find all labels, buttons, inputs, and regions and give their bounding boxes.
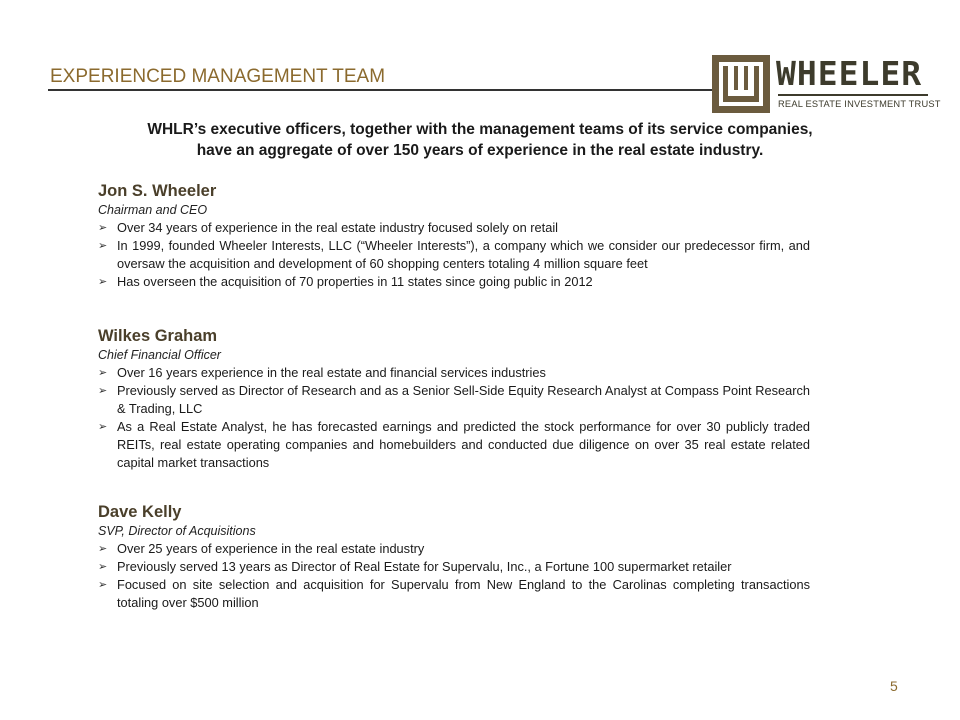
logo-divider bbox=[778, 94, 928, 96]
executive-profile bbox=[98, 502, 810, 612]
executive-name: Wilkes Graham bbox=[98, 327, 218, 345]
arrow-bullet-icon: ➢ bbox=[98, 367, 108, 379]
bullet-list bbox=[98, 219, 810, 291]
wheeler-logo bbox=[712, 54, 941, 113]
arrow-bullet-icon: ➢ bbox=[98, 561, 108, 573]
intro-line-1: WHLR’s executive officers, together with the management teams of its service companies, bbox=[147, 121, 813, 138]
list-item: ➢ Over 34 years of experience in the real estate industry focused solely on retail bbox=[98, 220, 559, 235]
list-item: ➢ In 1999, founded Wheeler Interests, LLC (“Wheeler Interests”), a company which we consider our predecessor firm, and oversaw the acquisition and development of 60 shopping centers totaling 4 million square feet bbox=[98, 238, 810, 271]
logo-subtitle: REAL ESTATE INVESTMENT TRUST bbox=[778, 99, 941, 109]
logo-mark-icon bbox=[712, 55, 770, 113]
list-item: ➢ Over 25 years of experience in the real estate industry bbox=[98, 541, 425, 556]
arrow-bullet-icon: ➢ bbox=[98, 421, 108, 433]
list-item: ➢ Has overseen the acquisition of 70 properties in 11 states since going public in 2012 bbox=[98, 274, 593, 289]
list-item: ➢ As a Real Estate Analyst, he has forecasted earnings and predicted the stock performance for over 30 publicly traded REITs, real estate operating companies and homebuilders and conducted due diligence on over 35 real estate related capital market transactions bbox=[98, 419, 810, 470]
arrow-bullet-icon: ➢ bbox=[98, 385, 108, 397]
intro-line-2: have an aggregate of over 150 years of experience in the real estate industry. bbox=[196, 142, 764, 159]
arrow-bullet-icon: ➢ bbox=[98, 579, 108, 591]
executive-role: Chief Financial Officer bbox=[98, 348, 221, 362]
executive-role: SVP, Director of Acquisitions bbox=[98, 524, 256, 538]
section-title: EXPERIENCED MANAGEMENT TEAM bbox=[50, 66, 386, 87]
bullet-list bbox=[98, 364, 810, 472]
arrow-bullet-icon: ➢ bbox=[98, 240, 108, 252]
executive-name: Dave Kelly bbox=[98, 503, 182, 521]
list-item: ➢ Previously served 13 years as Director of Real Estate for Supervalu, Inc., a Fortune 100 supermarket retailer bbox=[98, 559, 732, 574]
bullet-list bbox=[98, 540, 810, 612]
intro-statement bbox=[80, 119, 880, 161]
list-item: ➢ Previously served as Director of Research and as a Senior Sell-Side Equity Research Analyst at Compass Point Research & Trading, LLC bbox=[98, 383, 810, 416]
page-number: 5 bbox=[890, 678, 898, 694]
header-divider bbox=[48, 89, 716, 91]
arrow-bullet-icon: ➢ bbox=[98, 543, 108, 555]
logo-wordmark: WHEELER bbox=[776, 54, 923, 93]
arrow-bullet-icon: ➢ bbox=[98, 276, 108, 288]
list-item: ➢ Focused on site selection and acquisition for Supervalu from New England to the Carolinas completing transactions totaling over $500 million bbox=[98, 577, 810, 610]
executive-role: Chairman and CEO bbox=[98, 203, 208, 217]
list-item: ➢ Over 16 years experience in the real estate and financial services industries bbox=[98, 365, 546, 380]
arrow-bullet-icon: ➢ bbox=[98, 222, 108, 234]
executive-profile bbox=[98, 181, 810, 291]
executive-name: Jon S. Wheeler bbox=[98, 182, 217, 200]
executive-profile bbox=[98, 326, 810, 472]
